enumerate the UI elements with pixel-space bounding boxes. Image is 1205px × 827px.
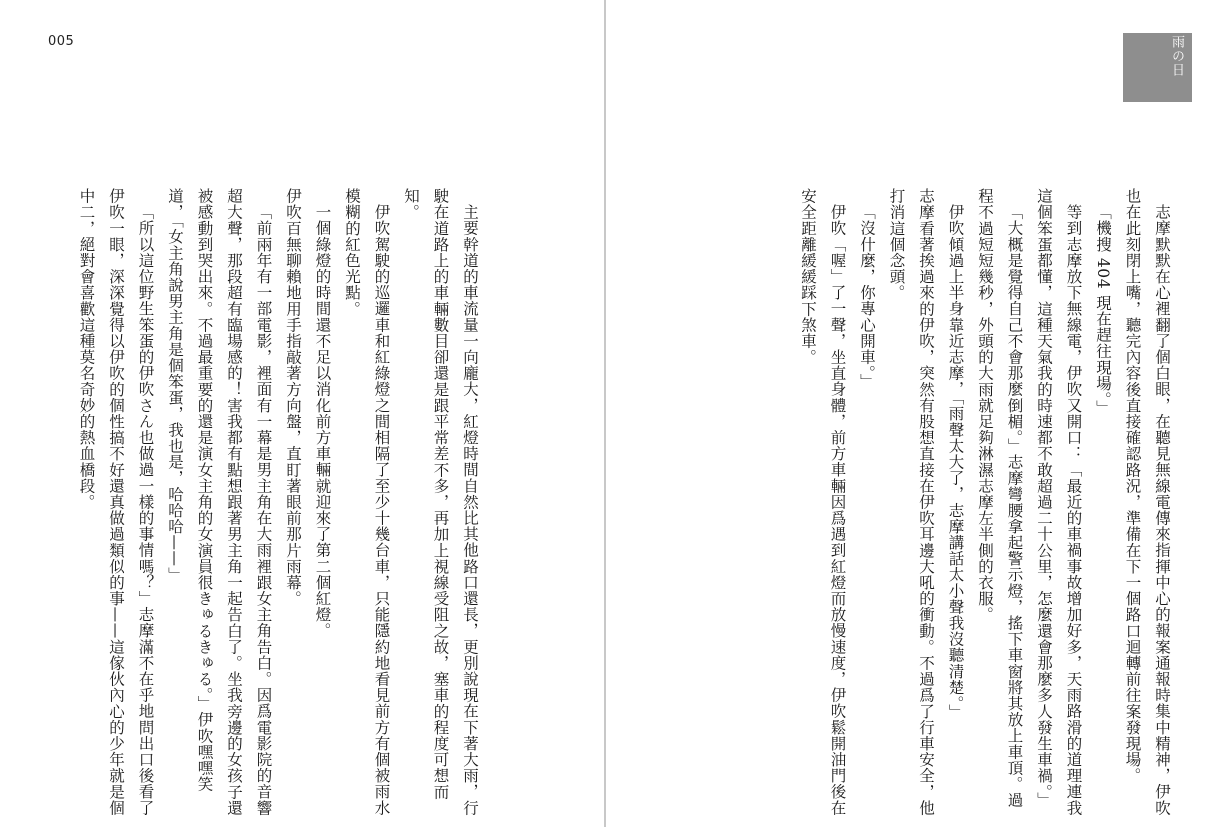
paragraph: 「大概是覺得自己不會那麼倒楣。」志摩彎腰拿起警示燈，搖下車窗將其放上車頂。過程不過短短幾秒，外頭的大雨就足夠淋濕志摩左半側的衣服。 bbox=[976, 188, 1024, 808]
paragraph: 主要幹道的車流量一向龐大，紅燈時間自然比其他路口還長，更別說現在下著大雨，行駛在道路上的車輛數目卻還是跟平常差不多，再加上視線受阻之故，塞車的程度可想而知。 bbox=[402, 188, 479, 816]
paragraph: 「所以這位野生笨蛋的伊吹さん也做過一樣的事情嗎？」志摩滿不在乎地問出口後看了伊吹一眼，深深覺得以伊吹的個性搞不好還真做過類似的事——這傢伙內心的少年就是個中二，絕對會喜歡這種莫名奇妙的熱血橋段。 bbox=[77, 188, 155, 816]
paragraph: 伊吹百無聊賴地用手指敲著方向盤，直盯著眼前那片雨幕。 bbox=[284, 188, 302, 607]
page-number: 005 bbox=[48, 34, 75, 49]
paragraph: 一個綠燈的時間還不足以消化前方車輛就迎來了第二個紅燈。 bbox=[313, 203, 332, 639]
paragraph: 志摩默默在心裡翻了個白眼，在聽見無線電傳來指揮中心的報案通報時集中精神，伊吹也在此刻閉上嘴，聽完內容後直接確認路況，準備在下一個路口迴轉前往案發現場。 bbox=[1123, 188, 1171, 816]
paragraph: 伊吹「喔」了一聲，坐直身體，前方車輛因爲遇到紅燈而放慢速度，伊吹鬆開油門後在安全距離緩緩踩下煞車。 bbox=[799, 188, 847, 816]
chapter-title: 雨の日 bbox=[1169, 35, 1184, 77]
paragraph: 「沒什麼，你專心開車。」 bbox=[858, 203, 876, 389]
paragraph: 「機搜 404 現在趕往現場。」 bbox=[1094, 203, 1112, 416]
paragraph: 「前兩年有一部電影，裡面有一幕是男主角在大雨裡跟女主角告白。因爲電影院的音響超大聲，那段超有臨場感的！害我都有點想跟著男主角一起告白了。坐我旁邊的女孩子還被感動到哭出來。不過最重要的還是演女主角的女演員很きゅるきゅる。」伊吹嘿嘿笑道，「女主角說男主角是個笨蛋，我也是，哈哈哈——」 bbox=[166, 188, 273, 816]
left-page-body bbox=[71, 188, 484, 823]
paragraph: 等到志摩放下無線電，伊吹又開口：「最近的車禍事故增加好多，天雨路滑的道理連我這個笨蛋都懂，這種天氣我的時速都不敢超過二十公里，怎麼還會那麼多人發生車禍。」 bbox=[1035, 188, 1083, 816]
paragraph: 志摩看著挨過來的伊吹，突然有股想直接在伊吹耳邊大吼的衝動。不過爲了行車安全，他打消這個念頭。 bbox=[887, 188, 935, 816]
chapter-tab bbox=[1123, 33, 1192, 102]
paragraph: 伊吹駕駛的巡邏車和紅綠燈之間相隔了至少十幾台車，只能隱約地看見前方有個被雨水模糊的紅色光點。 bbox=[343, 188, 391, 816]
paragraph: 伊吹傾過上半身靠近志摩，「雨聲太大了，志摩講話太小聲我沒聽清楚。」 bbox=[946, 203, 965, 720]
right-page-body bbox=[793, 188, 1177, 823]
right-page bbox=[606, 0, 1205, 827]
